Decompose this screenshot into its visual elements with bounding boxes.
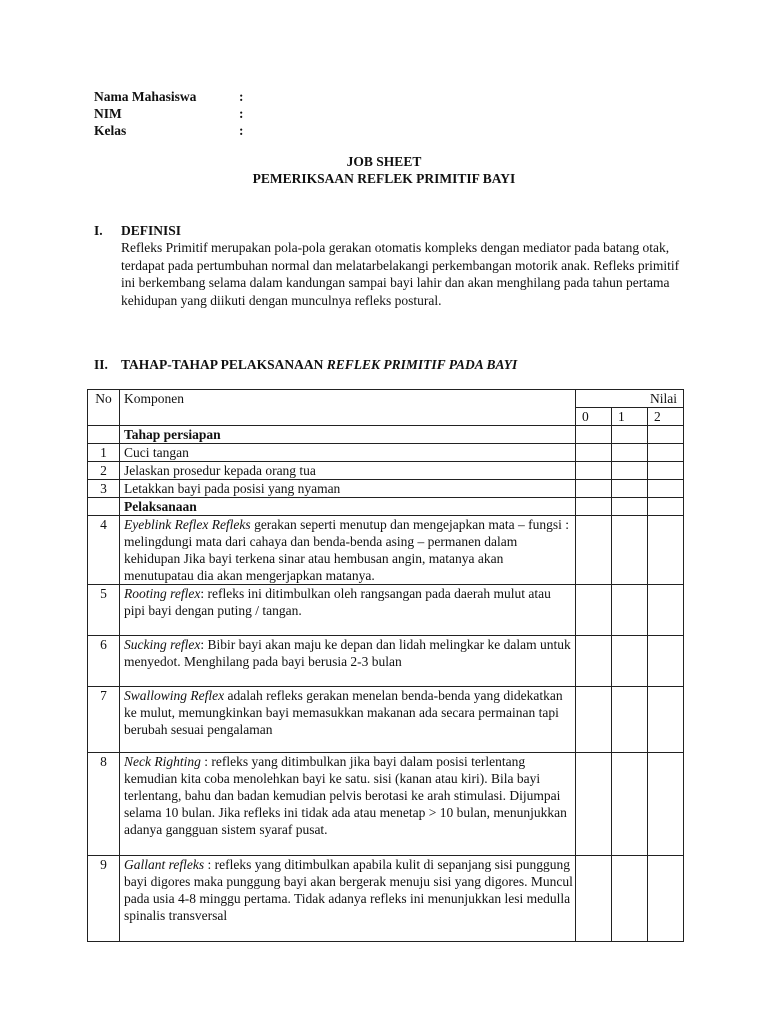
- score-cell[interactable]: [576, 498, 612, 516]
- no-cell: 9: [88, 856, 120, 942]
- score-cell[interactable]: [612, 585, 648, 636]
- komponen-cell: [120, 753, 576, 856]
- section-heading: [94, 356, 694, 373]
- score-cell[interactable]: [648, 462, 684, 480]
- komponen-cell: [120, 516, 576, 585]
- no-cell: 1: [88, 444, 120, 462]
- reflex-description: : Bibir bayi akan maju ke depan dan lidah melingkar ke dalam untuk menyedot. Menghilang pada bayi berusia 2-3 bulan: [124, 637, 571, 669]
- score-cell[interactable]: [648, 687, 684, 753]
- score-cell[interactable]: [612, 636, 648, 687]
- score-cell[interactable]: [576, 687, 612, 753]
- group-label: Pelaksanaan: [120, 498, 576, 516]
- header-no: No: [88, 390, 120, 426]
- score-cell[interactable]: [648, 516, 684, 585]
- score-cell[interactable]: [648, 426, 684, 444]
- table-row: [88, 462, 684, 480]
- table-row: [88, 480, 684, 498]
- score-cell[interactable]: [648, 636, 684, 687]
- score-cell[interactable]: [576, 636, 612, 687]
- field-nama: [94, 88, 244, 105]
- table-row: [88, 444, 684, 462]
- table-row: [88, 753, 684, 856]
- section-heading: [94, 222, 684, 239]
- table-row: [88, 585, 684, 636]
- table-row: [88, 636, 684, 687]
- group-row-persiapan: [88, 426, 684, 444]
- komponen-cell: [120, 856, 576, 942]
- no-cell: 8: [88, 753, 120, 856]
- field-separator: :: [239, 89, 244, 104]
- score-cell[interactable]: [576, 480, 612, 498]
- score-cell[interactable]: [648, 444, 684, 462]
- student-info: [94, 88, 244, 139]
- reflex-term: Eyeblink Reflex Refleks: [124, 517, 251, 532]
- nilai-2: 2: [648, 408, 684, 426]
- definition-paragraph: Refleks Primitif merupakan pola-pola gerakan otomatis kompleks dengan mediator pada batang otak, terdapat pada pertumbuhan normal dan melatarbelakangi perkembangan motorik anak. Refleks primitif ini berkembang selama dalam kandungan sampai bayi lahir dan akan menghilang pada tahun pertama kehidupan yang diikuti dengan munculnya refleks postural.: [121, 240, 680, 308]
- no-cell: [88, 498, 120, 516]
- score-cell[interactable]: [612, 516, 648, 585]
- no-cell: 5: [88, 585, 120, 636]
- section-definisi: [94, 222, 684, 309]
- reflex-term: Sucking reflex: [124, 637, 201, 652]
- field-kelas: [94, 122, 244, 139]
- section-title-italic: REFLEK PRIMITIF PADA BAYI: [326, 357, 518, 372]
- table-header-row: [88, 390, 684, 408]
- nilai-0: 0: [576, 408, 612, 426]
- no-cell: 4: [88, 516, 120, 585]
- score-cell[interactable]: [648, 856, 684, 942]
- komponen-cell: [120, 585, 576, 636]
- group-label: Tahap persiapan: [120, 426, 576, 444]
- score-cell[interactable]: [648, 585, 684, 636]
- group-row-pelaksanaan: [88, 498, 684, 516]
- score-cell[interactable]: [576, 426, 612, 444]
- no-cell: 2: [88, 462, 120, 480]
- reflex-description: : refleks yang ditimbulkan apabila kulit di sepanjang sisi punggung bayi digores maka punggung bayi akan bergerak menuju sisi yang digores. Muncul pada usia 4-8 minggu pertama. Tidak adanya refleks ini menunjukkan lesi medulla spinalis transversal: [124, 857, 573, 923]
- score-cell[interactable]: [648, 480, 684, 498]
- field-label: NIM: [94, 106, 122, 121]
- no-cell: 7: [88, 687, 120, 753]
- table-row: [88, 687, 684, 753]
- reflex-term: Swallowing Reflex: [124, 688, 225, 703]
- field-separator: :: [239, 123, 244, 138]
- section-tahap: [94, 356, 694, 373]
- komponen-cell: Cuci tangan: [120, 444, 576, 462]
- score-cell[interactable]: [612, 753, 648, 856]
- score-cell[interactable]: [576, 856, 612, 942]
- procedure-table: [87, 389, 684, 942]
- field-label: Kelas: [94, 123, 127, 138]
- no-cell: 6: [88, 636, 120, 687]
- score-cell[interactable]: [576, 585, 612, 636]
- reflex-term: Gallant refleks: [124, 857, 205, 872]
- komponen-cell: [120, 636, 576, 687]
- score-cell[interactable]: [612, 498, 648, 516]
- reflex-term: Rooting reflex: [124, 586, 201, 601]
- score-cell[interactable]: [612, 462, 648, 480]
- section-number: II.: [94, 357, 108, 372]
- score-cell[interactable]: [648, 498, 684, 516]
- section-number: I.: [94, 223, 103, 238]
- komponen-cell: [120, 687, 576, 753]
- title-line-1: JOB SHEET: [346, 154, 422, 169]
- score-cell[interactable]: [612, 687, 648, 753]
- score-cell[interactable]: [576, 462, 612, 480]
- field-nim: [94, 105, 244, 122]
- score-cell[interactable]: [612, 444, 648, 462]
- score-cell[interactable]: [612, 426, 648, 444]
- score-cell[interactable]: [576, 516, 612, 585]
- score-cell[interactable]: [612, 856, 648, 942]
- title-line-2: PEMERIKSAAN REFLEK PRIMITIF BAYI: [252, 171, 516, 186]
- score-cell[interactable]: [576, 444, 612, 462]
- header-komponen: Komponen: [120, 390, 576, 426]
- field-separator: :: [239, 106, 244, 121]
- table-row: [88, 856, 684, 942]
- field-label: Nama Mahasiswa: [94, 89, 197, 104]
- section-title-text: TAHAP-TAHAP PELAKSANAAN: [121, 357, 327, 372]
- no-cell: [88, 426, 120, 444]
- reflex-description: : refleks yang ditimbulkan jika bayi dalam posisi terlentang kemudian kita coba menolehkan bayi ke satu. sisi (kanan atau kiri). Bila bayi terlentang, bahu dan badan kemudian pelvis berotasi ke arah stimulasi. Dijumpai selama 10 bulan. Jika refleks ini tidak ada atau menetap > 10 bulan, menunjukkan adanya gangguan sistem syaraf pusat.: [124, 754, 567, 837]
- reflex-description: : refleks ini ditimbulkan oleh rangsangan pada daerah mulut atau pipi bayi dengan puting / tangan.: [124, 586, 551, 618]
- no-cell: 3: [88, 480, 120, 498]
- komponen-cell: Letakkan bayi pada posisi yang nyaman: [120, 480, 576, 498]
- reflex-description: gerakan seperti menutup dan mengejapkan mata – fungsi : melingdungi mata dari cahaya dan benda-benda asing – permanen dalam kehidupan Jika bayi terkena sinar atau hembusan angin, matanya akan menutupatau dia akan mengerjapkan matanya.: [124, 517, 569, 583]
- score-cell[interactable]: [648, 753, 684, 856]
- reflex-description: adalah refleks gerakan menelan benda-benda yang didekatkan ke mulut, memungkinkan bayi memasukkan makanan ada secara permainan tapi berubah sesuai pengalaman: [124, 688, 563, 737]
- komponen-cell: Jelaskan prosedur kepada orang tua: [120, 462, 576, 480]
- reflex-term: Neck Righting: [124, 754, 201, 769]
- document-title: [0, 153, 768, 187]
- score-cell[interactable]: [576, 753, 612, 856]
- table-row: [88, 516, 684, 585]
- header-nilai: Nilai: [576, 390, 684, 408]
- section-title: [121, 356, 517, 373]
- section-title: DEFINISI: [121, 223, 182, 238]
- nilai-1: 1: [612, 408, 648, 426]
- score-cell[interactable]: [612, 480, 648, 498]
